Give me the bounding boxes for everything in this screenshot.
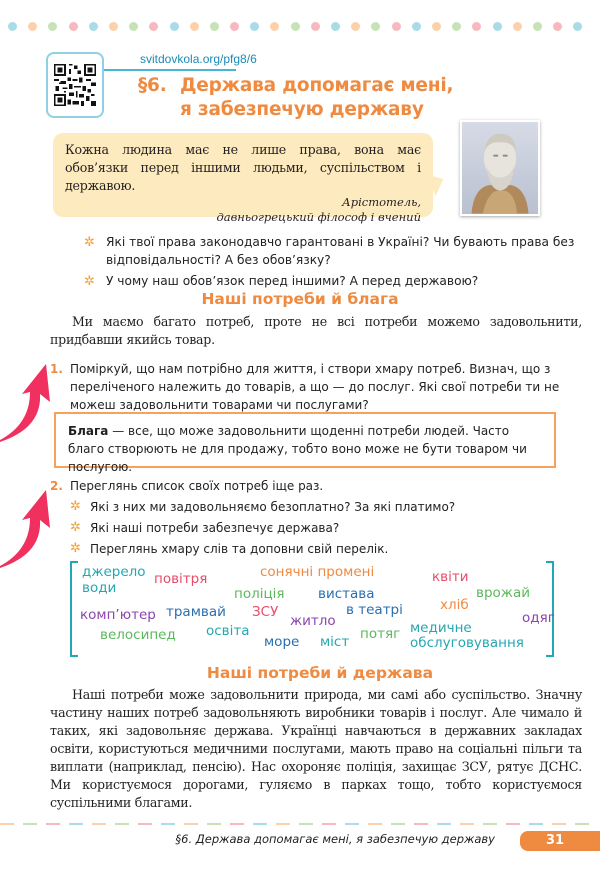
decor-dash xyxy=(529,823,543,825)
task-text: Переглянь список своїх потреб іще раз. xyxy=(70,479,324,493)
decor-dash xyxy=(253,823,267,825)
section1-paragraph xyxy=(50,313,582,349)
footer-dash-border xyxy=(0,823,600,826)
decor-dot xyxy=(331,22,340,31)
decor-dot xyxy=(89,22,98,31)
task-number: 1. xyxy=(50,362,63,376)
decor-dash xyxy=(414,823,428,825)
qr-code[interactable] xyxy=(46,52,104,118)
word-cloud-item: велосипед xyxy=(100,627,176,643)
bust-icon xyxy=(462,122,538,214)
footer-running-title: §6. Держава допомагає мені, я забезпечую державу xyxy=(175,832,495,846)
decor-dash xyxy=(184,823,198,825)
definition-term: Блага xyxy=(68,424,109,438)
decor-dot xyxy=(533,22,542,31)
section-heading-needs-state: Наші потреби й держава xyxy=(206,664,434,682)
section1-paragraph-text: Ми маємо багато потреб, проте не всі потреби можемо задовольнити, придбавши якийсь товар. xyxy=(50,314,582,347)
decor-dot xyxy=(351,22,360,31)
decor-dash xyxy=(391,823,405,825)
decor-dash xyxy=(23,823,37,825)
decor-dot xyxy=(573,22,582,31)
word-cloud-item: ЗСУ xyxy=(252,604,279,620)
definition-box xyxy=(54,412,556,474)
decor-dot xyxy=(48,22,57,31)
decor-dash xyxy=(506,823,520,825)
sun-bullet-icon: ✲ xyxy=(70,499,81,514)
decor-dash xyxy=(322,823,336,825)
word-cloud-item: обслуговування xyxy=(410,635,524,651)
intro-question xyxy=(84,234,584,269)
section2-paragraph-text: Наші потреби може задовольнити природа, ми самі або суспільство. Значну частину наших потреб задовольняють виробники товарів і послуг. Але чимало й таких, які задовольняє держава. Українці навчаються в державних закладах освіти, користуються медичними послугами, мають право на соціальні пільги та виплати (наприклад, пенсію). Нас охороняє поліція, захищає ЗСУ, рятує ДСНС. Ми користуємося дорогами, гуляємо в парках тощо, тобто користуємося суспільними благами. xyxy=(50,687,582,810)
definition-text: — все, що може задовольнити щоденні потреби людей. Часто благо створюють не для продажу, тобто воно може не бути товаром чи послугою. xyxy=(68,424,527,474)
decor-dot xyxy=(432,22,441,31)
decor-dash xyxy=(92,823,106,825)
decor-dash xyxy=(368,823,382,825)
word-cloud-item: одяг xyxy=(522,610,555,626)
quote-text: Кожна людина має не лише права, вона має обов’язки перед іншими людьми, суспільством і державою. xyxy=(65,142,421,193)
section-number: §6. xyxy=(138,75,167,96)
word-cloud-item: житло xyxy=(290,613,336,629)
word-cloud-item: медичне xyxy=(410,620,472,636)
task-text: Поміркуй, що нам потрібно для життя, і створи хмару потреб. Визнач, що з переліченого належить до товарів, а що — до послуг. Які свої потреби ти не можеш задовольнити товарами чи послугами? xyxy=(70,362,560,412)
decor-dash xyxy=(138,823,152,825)
word-cloud-item: потяг xyxy=(360,626,401,642)
decor-dot xyxy=(270,22,279,31)
decor-dot xyxy=(493,22,502,31)
word-cloud-item: комп’ютер xyxy=(80,607,156,623)
decor-dot xyxy=(412,22,421,31)
decor-dot xyxy=(472,22,481,31)
decor-dot xyxy=(109,22,118,31)
decor-dot xyxy=(513,22,522,31)
quote-author-description: давньогрецький філософ і вчений xyxy=(216,210,421,224)
word-cloud-item: квіти xyxy=(432,569,469,585)
decor-dot xyxy=(210,22,219,31)
decor-dot xyxy=(230,22,239,31)
section-url-link[interactable]: svitdovkola.org/pfg8/6 xyxy=(140,52,257,66)
intro-question-text: Які твої права законодавчо гарантовані в Україні? Чи бувають права без відповідальності? А без обов’язку? xyxy=(106,235,575,267)
word-cloud-item: в театрі xyxy=(346,602,403,618)
task-1 xyxy=(50,360,580,414)
decor-dash xyxy=(437,823,451,825)
decor-dash xyxy=(460,823,474,825)
left-bracket xyxy=(70,561,78,657)
decor-dash xyxy=(207,823,221,825)
decor-dot xyxy=(250,22,259,31)
word-cloud-item: море xyxy=(264,634,300,650)
sub-question-text: Які з них ми задовольняємо безоплатно? За які платимо? xyxy=(90,500,456,514)
url-underline xyxy=(104,69,236,71)
decor-dash xyxy=(0,823,14,825)
decor-dot xyxy=(28,22,37,31)
page-title xyxy=(138,74,453,122)
task-sub-question xyxy=(70,498,580,516)
task-sub-question xyxy=(70,540,580,558)
word-cloud-item: хліб xyxy=(440,597,469,613)
decor-dash xyxy=(69,823,83,825)
sun-bullet-icon: ✲ xyxy=(84,235,95,250)
decor-dot xyxy=(291,22,300,31)
decor-dot xyxy=(452,22,461,31)
aristotle-portrait xyxy=(460,120,540,216)
sun-bullet-icon: ✲ xyxy=(84,274,95,289)
word-cloud-item: повітря xyxy=(154,571,208,587)
word-cloud xyxy=(70,561,554,657)
pointer-arrow-icon xyxy=(0,488,52,568)
decor-dot xyxy=(170,22,179,31)
pointer-arrow-icon xyxy=(0,362,52,442)
decor-dot xyxy=(8,22,17,31)
decor-dot xyxy=(190,22,199,31)
word-cloud-item: вистава xyxy=(318,586,375,602)
intro-questions xyxy=(84,234,584,295)
word-cloud-item: освіта xyxy=(206,623,250,639)
decor-dash xyxy=(115,823,129,825)
quote-author: Арістотель, xyxy=(342,195,421,209)
decor-dot xyxy=(553,22,562,31)
intro-question xyxy=(84,273,584,291)
word-cloud-item: поліція xyxy=(234,586,285,602)
decor-dash xyxy=(230,823,244,825)
top-dot-border xyxy=(8,22,600,34)
quote-box xyxy=(53,133,433,224)
task-2 xyxy=(50,477,580,558)
intro-question-text: У чому наш обов’язок перед іншими? А перед державою? xyxy=(106,274,479,288)
sub-question-text: Переглянь хмару слів та доповни свій перелік. xyxy=(90,542,389,556)
page-number: 31 xyxy=(520,831,600,851)
decor-dash xyxy=(345,823,359,825)
word-cloud-item: міст xyxy=(320,634,350,650)
decor-dot xyxy=(392,22,401,31)
decor-dash xyxy=(575,823,589,825)
word-cloud-item: джерело xyxy=(82,564,146,580)
decor-dash xyxy=(46,823,60,825)
right-bracket xyxy=(546,561,554,657)
task-sub-question xyxy=(70,519,580,537)
decor-dash xyxy=(483,823,497,825)
task-number: 2. xyxy=(50,479,63,493)
decor-dash xyxy=(299,823,313,825)
word-cloud-item: трамвай xyxy=(166,604,226,620)
sun-bullet-icon: ✲ xyxy=(70,520,81,535)
decor-dash xyxy=(552,823,566,825)
decor-dot xyxy=(149,22,158,31)
decor-dot xyxy=(311,22,320,31)
decor-dash xyxy=(161,823,175,825)
decor-dash xyxy=(276,823,290,825)
word-cloud-item: врожай xyxy=(476,585,530,601)
decor-dot xyxy=(371,22,380,31)
decor-dot xyxy=(69,22,78,31)
section2-paragraph xyxy=(50,686,582,812)
qr-code-icon xyxy=(54,59,96,111)
section-heading-needs-goods: Наші потреби й блага xyxy=(201,290,399,308)
title-line-2: я забезпечую державу xyxy=(180,99,424,120)
decor-dot xyxy=(129,22,138,31)
word-cloud-item: води xyxy=(82,580,117,596)
title-line-1: Держава допомагає мені, xyxy=(180,75,454,96)
sun-bullet-icon: ✲ xyxy=(70,541,81,556)
word-cloud-item: сонячні промені xyxy=(260,564,375,580)
sub-question-text: Які наші потреби забезпечує держава? xyxy=(90,521,340,535)
